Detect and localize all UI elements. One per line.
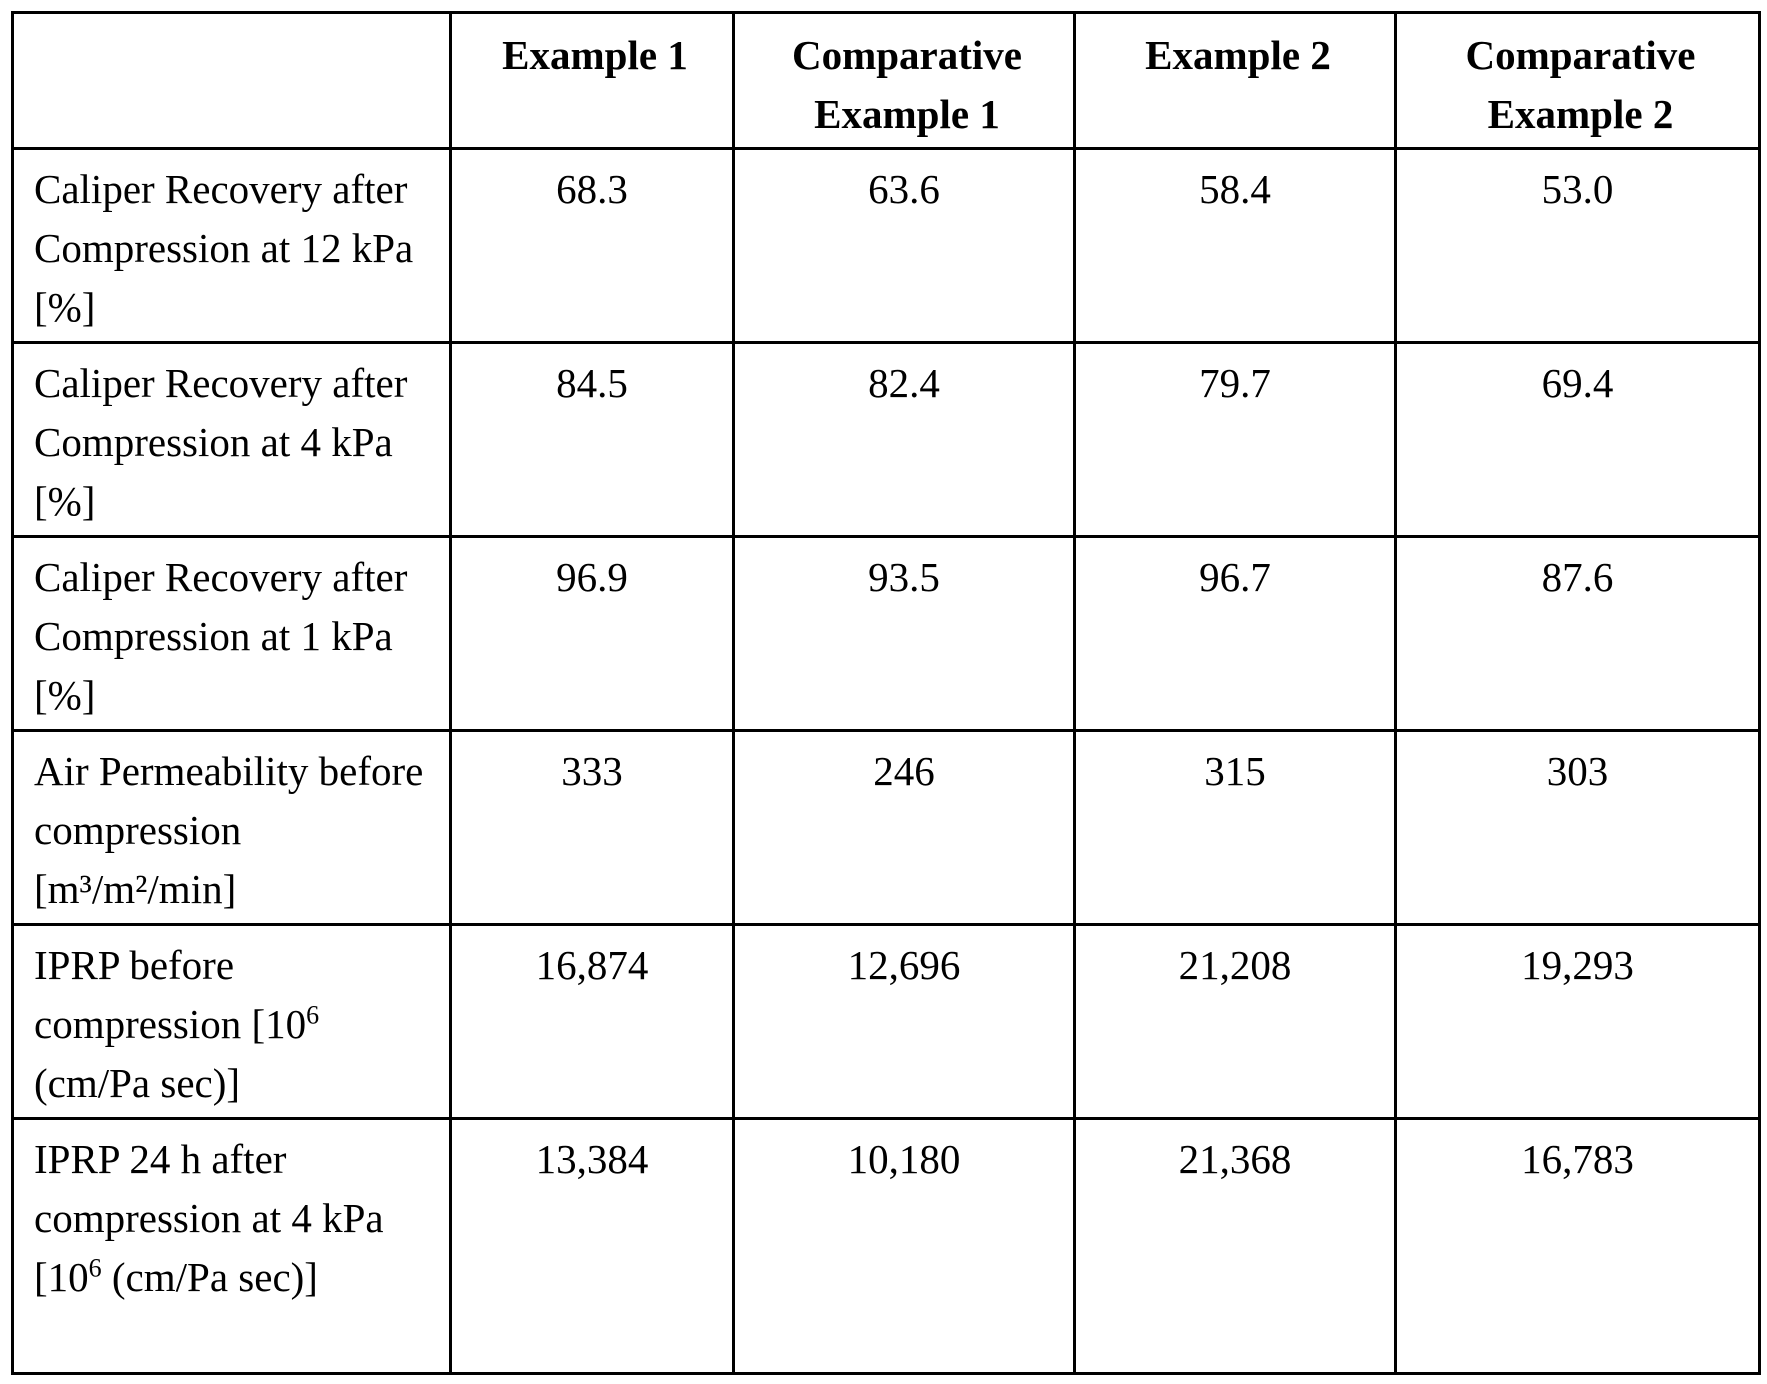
cell: 96.9 [451, 537, 734, 731]
row-label: Caliper Recovery after Compression at 12 kPa [%] [13, 149, 451, 343]
cell: 63.6 [734, 149, 1075, 343]
cell: 53.0 [1396, 149, 1760, 343]
cell: 19,293 [1396, 925, 1760, 1119]
cell: 21,368 [1075, 1119, 1396, 1374]
table-row [13, 925, 1760, 1119]
table-row [13, 343, 1760, 537]
cell: 68.3 [451, 149, 734, 343]
cell: 93.5 [734, 537, 1075, 731]
cell: 58.4 [1075, 149, 1396, 343]
table-row [13, 731, 1760, 925]
cell: 16,783 [1396, 1119, 1760, 1374]
cell: 16,874 [451, 925, 734, 1119]
row-label-superscript: 6 [306, 1000, 319, 1029]
row-label: Caliper Recovery after Compression at 1 kPa [%] [13, 537, 451, 731]
cell: 303 [1396, 731, 1760, 925]
table-row [13, 1119, 1760, 1374]
data-table [11, 11, 1761, 1375]
cell: 246 [734, 731, 1075, 925]
cell: 21,208 [1075, 925, 1396, 1119]
cell: 87.6 [1396, 537, 1760, 731]
row-label-text: IPRP 24 h after compression at 4 kPa [10 [34, 1136, 384, 1300]
cell: 82.4 [734, 343, 1075, 537]
header-comparative-example-1: Comparative Example 1 [734, 13, 1075, 149]
cell: 69.4 [1396, 343, 1760, 537]
header-row [13, 13, 1760, 149]
table-row [13, 537, 1760, 731]
cell: 315 [1075, 731, 1396, 925]
header-example-2: Example 2 [1075, 13, 1396, 149]
cell: 13,384 [451, 1119, 734, 1374]
row-label-text: IPRP before compression [10 [34, 942, 306, 1047]
cell: 79.7 [1075, 343, 1396, 537]
header-comparative-example-2: Comparative Example 2 [1396, 13, 1760, 149]
row-label [13, 925, 451, 1119]
row-label-text: (cm/Pa sec)] [102, 1254, 318, 1300]
row-label [13, 1119, 451, 1374]
cell: 10,180 [734, 1119, 1075, 1374]
header-empty [13, 13, 451, 149]
row-label-superscript: 6 [89, 1253, 102, 1282]
cell: 84.5 [451, 343, 734, 537]
table-row [13, 149, 1760, 343]
cell: 12,696 [734, 925, 1075, 1119]
header-example-1: Example 1 [451, 13, 734, 149]
cell: 96.7 [1075, 537, 1396, 731]
row-label-text: (cm/Pa sec)] [34, 1060, 240, 1106]
row-label: Air Permeability before compression [m³/m²/min] [13, 731, 451, 925]
cell: 333 [451, 731, 734, 925]
row-label: Caliper Recovery after Compression at 4 kPa [%] [13, 343, 451, 537]
